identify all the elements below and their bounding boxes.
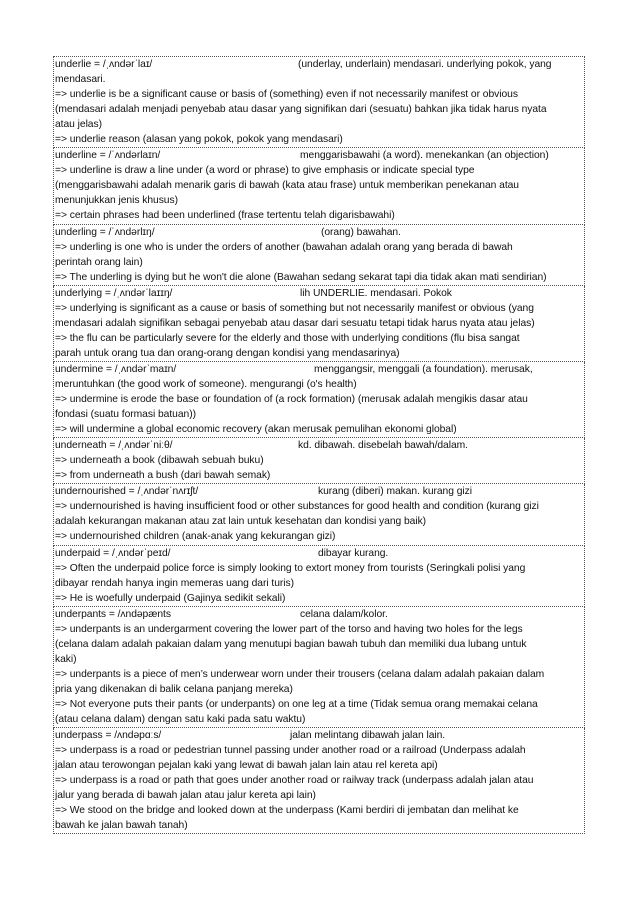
entry-text-line: => He is woefully underpaid (Gajinya sedikit sekali) [55, 592, 286, 604]
entry-headword: underlie = /ˌʌndərˈlaɪ/ [55, 59, 153, 70]
entry-text-line: (atau celana dalam) dengan satu kaki pada satu waktu) [55, 714, 306, 726]
entry-text-line: atau jelas) [55, 119, 102, 131]
entry-text-line: => Not everyone puts their pants (or underpants) on one leg at a time (Tidak semua orang memakai celana [55, 698, 538, 710]
entry-meaning: celana dalam/kolor. [300, 608, 388, 620]
entry-text-line: kaki) [55, 653, 77, 665]
entry-text-line: => the flu can be particularly severe for the elderly and those with underlying conditions (flu bisa sangat [55, 332, 520, 344]
entry-text-line: => underling is one who is under the orders of another (bawahan adalah orang yang berada di bawah [55, 241, 513, 253]
dictionary-entry [53, 286, 585, 362]
entry-header-line [54, 148, 584, 163]
entry-text-line: => certain phrases had been underlined (frase tertentu telah digarisbawahi) [55, 210, 395, 222]
entry-text-line: (menggarisbawahi adalah menarik garis di bawah (kata atau frase) untuk memberikan penekanan atau [55, 180, 519, 192]
entry-text-line: fondasi (suatu formasi batuan)) [55, 409, 196, 421]
dictionary-entry [53, 438, 585, 484]
entry-header-line [54, 728, 584, 743]
entry-text-line: jalur yang berada di bawah jalan atau jalur kereta api lain) [55, 790, 316, 802]
entry-text-line: => We stood on the bridge and looked down at the underpass (Kami berdiri di jembatan dan melihat ke [55, 805, 519, 817]
entry-header-line [54, 57, 584, 72]
entry-text-line: perintah orang lain) [55, 256, 143, 268]
entry-text-line: menunjukkan jenis khusus) [55, 195, 178, 207]
entry-meaning: (orang) bawahan. [321, 226, 401, 238]
entry-headword: underneath = /ˌʌndərˈniːθ/ [55, 440, 173, 452]
entry-meaning: (underlay, underlain) mendasari. underlying pokok, yang [298, 59, 552, 70]
entry-text-line: => undernourished is having insufficient food or other substances for good health and condition (kurang gizi [55, 501, 539, 513]
entry-text-line: adalah kekurangan makanan atau zat lain untuk kesehatan dan kondisi yang baik) [55, 516, 427, 528]
entry-meaning: dibayar kurang. [318, 547, 389, 559]
entry-text-line: => underlie is be a significant cause or basis of (something) even if not necessarily manifest or obvious [55, 89, 518, 101]
entry-headword: undermine = /ˌʌndərˈmaɪn/ [55, 363, 177, 375]
entry-text-line: => Often the underpaid police force is simply looking to extort money from tourists (Seringkali polisi yang [55, 562, 526, 574]
entry-text-line: meruntuhkan (the good work of someone). mengurangi (o's health) [55, 378, 357, 390]
entry-text-line: mendasari. [55, 74, 106, 86]
entry-text-line: bawah ke jalan bawah tanah) [55, 820, 188, 832]
entry-text-line: => underpass is a road or path that goes under another road or railway track (underpass adalah jalan atau [55, 775, 534, 787]
dictionary-entry [53, 484, 585, 545]
entry-text-line: => underline is draw a line under (a word or phrase) to give emphasis or indicate special type [55, 165, 475, 177]
entry-header-line [54, 362, 584, 377]
dictionary-entry [53, 362, 585, 438]
entry-text-line: dibayar rendah hanya ingin memeras uang dari turis) [55, 577, 294, 589]
entry-headword: underpaid = /ˌʌndərˈpeɪd/ [55, 547, 171, 559]
entry-text-line: => will undermine a global economic recovery (akan merusak pemulihan ekonomi global) [55, 424, 457, 436]
entry-headword: underling = /ˈʌndərlɪŋ/ [55, 226, 155, 238]
entry-text-line: parah untuk orang tua dan orang-orang dengan kondisi yang mendasarinya) [55, 347, 400, 359]
entry-headword: undernourished = /ˌʌndərˈnʌrɪʃt/ [55, 486, 199, 498]
entry-text-line: => undermine is erode the base or foundation of (a rock formation) (merusak adalah mengikis dasar atau [55, 394, 528, 406]
entry-header-line [54, 286, 584, 301]
entry-headword: underpants = /ʌndəpænts [55, 608, 171, 620]
entry-meaning: menggarisbawahi (a word). menekankan (an objection) [300, 150, 549, 162]
entry-header-line [54, 225, 584, 240]
entry-text-line: (mendasari adalah menjadi penyebab atau dasar yang signifikan dari (sesuatu) bahkan jika tidak harus nyata [55, 104, 547, 116]
dictionary-entry [53, 225, 585, 286]
entry-text-line: pria yang dikenakan di balik celana panjang mereka) [55, 683, 293, 695]
entry-text-line: => The underling is dying but he won't die alone (Bawahan sedang sekarat tapi dia tidak akan mati sendirian) [55, 271, 547, 283]
entry-meaning: kd. dibawah. disebelah bawah/dalam. [298, 440, 468, 452]
entry-header-line [54, 438, 584, 453]
entry-text-line: mendasari adalah signifikan sebagai penyebab atau dasar dari sesuatu tetapi tidak harus nyata atau jelas) [55, 317, 535, 329]
entry-text-line: => underneath a book (dibawah sebuah buku) [55, 455, 264, 467]
entry-headword: underlying = /ˌʌndərˈlaɪɪŋ/ [55, 287, 173, 299]
entry-text-line: => undernourished children (anak-anak yang kekurangan gizi) [55, 531, 336, 543]
entry-text-line: (celana dalam adalah pakaian dalam yang menutupi bagian bawah tubuh dan memiliki dua lubang untuk [55, 638, 527, 650]
dictionary-entry [53, 728, 585, 834]
dictionary-entry [53, 56, 585, 148]
entry-meaning: jalan melintang dibawah jalan lain. [290, 730, 446, 742]
entry-meaning: lih UNDERLIE. mendasari. Pokok [300, 287, 452, 299]
entry-meaning: menggangsir, menggali (a foundation). merusak, [314, 363, 533, 375]
entry-text-line: => underpants is a piece of men’s underwear worn under their trousers (celana dalam adalah pakaian dalam [55, 668, 545, 680]
dictionary-document [53, 56, 585, 834]
entry-text-line: jalan atau terowongan pejalan kaki yang lewat di bawah jalan lain atau rel kereta api) [55, 760, 438, 772]
entry-text-line: => underpants is an undergarment covering the lower part of the torso and having two holes for the legs [55, 623, 523, 635]
entry-header-line [54, 607, 584, 622]
entry-headword: underpass = /ʌndəpɑːs/ [55, 730, 162, 742]
entry-meaning: kurang (diberi) makan. kurang gizi [318, 486, 472, 498]
dictionary-entry [53, 148, 585, 224]
dictionary-entry [53, 607, 585, 728]
entry-headword: underline = /ˈʌndərlaɪn/ [55, 150, 161, 162]
dictionary-entry [53, 546, 585, 607]
entry-text-line: => underlie reason (alasan yang pokok, pokok yang mendasari) [55, 134, 343, 146]
entry-text-line: => underlying is significant as a cause or basis of something but not necessarily manifest or obvious (yang [55, 302, 534, 314]
entry-header-line [54, 484, 584, 499]
entry-text-line: => from underneath a bush (dari bawah semak) [55, 470, 271, 482]
entry-header-line [54, 546, 584, 561]
entry-text-line: => underpass is a road or pedestrian tunnel passing under another road or a railroad (Underpass adalah [55, 745, 526, 757]
